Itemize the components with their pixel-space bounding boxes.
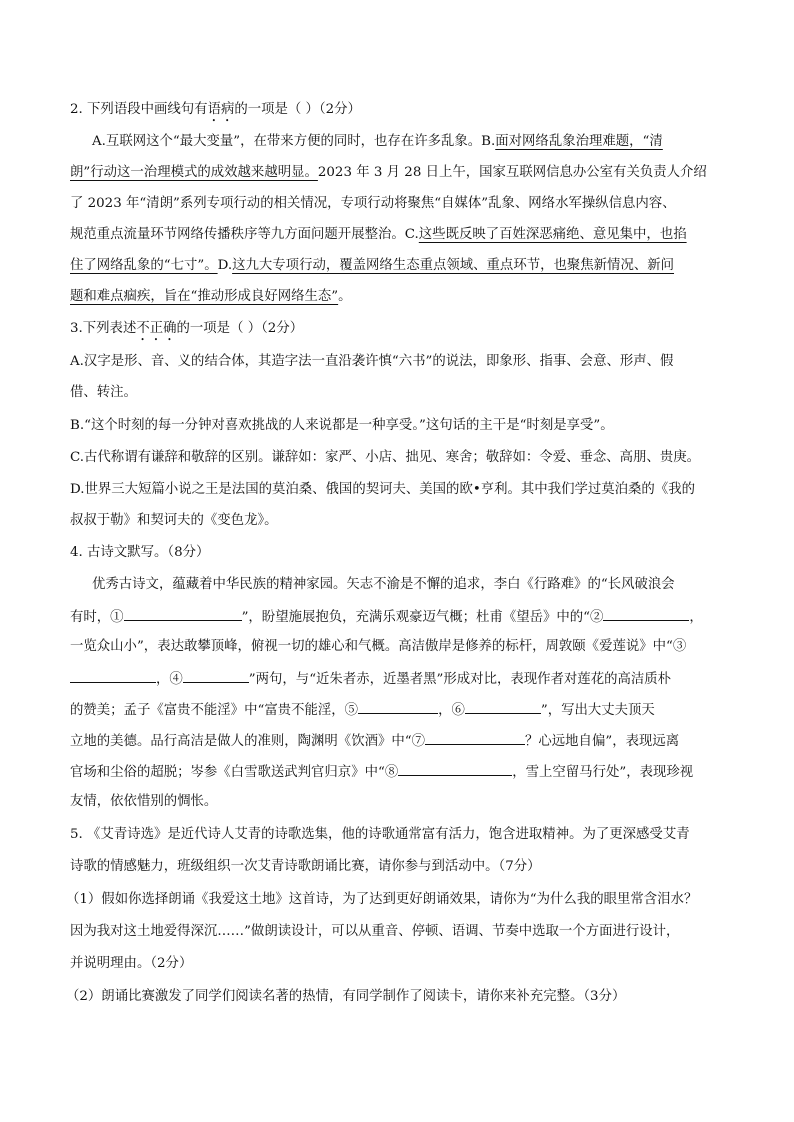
- blank-4[interactable]: [183, 668, 249, 683]
- q4-line-2: 有时，① ”，盼望施展抱负，充满乐观豪迈气概；杜甫《望岳》中的“② ，: [70, 606, 703, 628]
- q5-part-2: （2）朗诵比赛激发了同学们阅读名著的热情，有同学制作了阅读卡，请你来补充完整。（3分）: [66, 989, 626, 1004]
- q4-line-7: 官场和尘俗的超脱；岑参《白雪歌送武判官归京》中“⑧ ，雪上空留马行处”，表现珍视: [70, 761, 693, 783]
- q4-line-5: 的赞美；孟子《富贵不能淫》中“富贵不能淫，⑤ ，⑥ ”，写出大丈夫顶天: [70, 699, 655, 721]
- q4-line-1: 优秀古诗文，蕴藏着中华民族的精神家园。矢志不渝是不懈的追求，李白《行路难》的“长风破浪会: [92, 577, 675, 592]
- q4-stem: 4. 古诗文默写。（8分）: [70, 545, 210, 560]
- q5-stem: 5. 《艾青诗选》是近代诗人艾青的诗歌选集，他的诗歌通常富有活力，饱含进取精神。为了更深感受艾青: [70, 827, 690, 842]
- q2-line-4: 规范重点流量环节网络传播秩序等九方面问题开展整治。C.这些既反映了百姓深恶痛绝、意见集中，也掐: [70, 227, 687, 242]
- q4-line-4: ，④ ”两句，与“近朱者赤，近墨者黑”形成对比，表现作者对莲花的高洁质朴: [70, 668, 671, 690]
- q3-option-a-cont: 借、转注。: [70, 385, 137, 400]
- q3-option-d-cont: 叔叔于勒》和契诃夫的《变色龙》。: [70, 513, 278, 528]
- blank-1[interactable]: [124, 606, 242, 621]
- q5-part-1: （1）假如你选择朗诵《我爱这土地》这首诗，为了达到更好朗诵效果，请你为“为什么我的眼里常含泪水？: [66, 892, 698, 907]
- q4-line-6: 立地的美德。品行高洁是做人的准则，陶渊明《饮酒》中“⑦ ？心远地自偏”，表现远离: [70, 730, 679, 752]
- q4-line-8: 友情，依依惜别的惆怅。: [70, 794, 218, 809]
- blank-2[interactable]: [603, 606, 689, 621]
- blank-5[interactable]: [358, 699, 438, 714]
- q5-part-1-cont: 因为我对这土地爱得深沉……”做朗读设计，可以从重音、停顿、语调、节奏中选取一个方面进行设计，: [70, 924, 680, 939]
- q4-line-3: 一览众山小”，表达敢攀顶峰，俯视一切的雄心和气概。高洁傲岸是修养的标杆，周敦颐《爱莲说》中“③: [70, 639, 687, 654]
- blank-8[interactable]: [398, 761, 512, 776]
- q3-option-d: D.世界三大短篇小说之王是法国的莫泊桑、俄国的契诃夫、美国的欧•亨利。其中我们学过莫泊桑的《我的: [70, 482, 695, 497]
- q2-line-5: 住了网络乱象的“七寸”。D.这九大专项行动，覆盖网络生态重点领域、重点环节，也聚焦新情况、新问: [70, 258, 675, 273]
- blank-7[interactable]: [425, 730, 525, 745]
- q2-stem: 2. 下列语段中画线句有语病的一项是（ ）（2分）: [70, 102, 361, 117]
- q5-part-1-cont-2: 并说明理由。（2分）: [70, 956, 193, 971]
- q3-option-c: C.古代称谓有谦辞和敬辞的区别。谦辞如：家严、小店、拙见、寒舍；敬辞如：令爱、垂念、高朋、贵庚。: [70, 450, 700, 465]
- q5-stem-cont: 诗歌的情感魅力，班级组织一次艾青诗歌朗诵比赛，请你参与到活动中。（7分）: [70, 859, 541, 874]
- q2-line-3: 了 2023 年“清朗”系列专项行动的相关情况，专项行动将聚焦“自媒体”乱象、网络水军操纵信息内容、: [70, 196, 676, 211]
- q3-option-b: B.“这个时刻的每一分钟对喜欢挑战的人来说都是一种享受。”这句话的主干是“时刻是享受”。: [70, 418, 614, 433]
- blank-3[interactable]: [70, 668, 156, 683]
- q3-stem: 3.下列表述不正确的一项是（ ）（2分）: [70, 321, 304, 336]
- q2-line-6: 题和难点痼疾，旨在“推动形成良好网络生态”。: [70, 289, 352, 304]
- q2-line-1: A.互联网这个“最大变量”，在带来方便的同时，也存在许多乱象。B.面对网络乱象治理难题，“清: [92, 134, 663, 149]
- q3-option-a: A.汉字是形、音、义的结合体，其造字法一直沿袭许慎“六书”的说法，即象形、指事、会意、形声、假: [70, 354, 674, 369]
- blank-6[interactable]: [465, 699, 541, 714]
- q2-line-2: 朗”行动这一治理模式的成效越来越明显。2023 年 3 月 28 日上午，国家互联网信息办公室有关负责人介绍: [70, 165, 707, 180]
